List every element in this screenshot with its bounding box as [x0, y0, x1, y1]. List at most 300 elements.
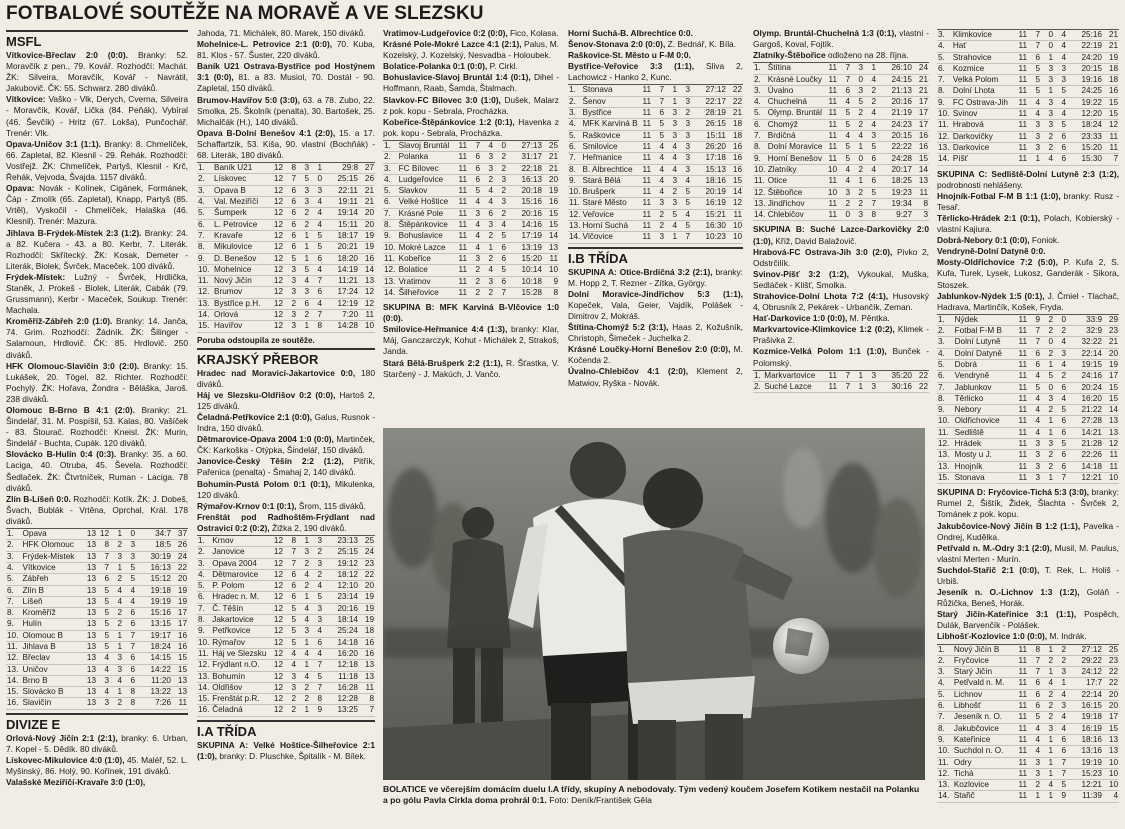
cell-played: 11	[1015, 30, 1028, 41]
table-row	[753, 97, 929, 108]
cell-team: Otice	[767, 176, 825, 187]
match-details: Hartoš 2, 125 diváků.	[197, 389, 375, 411]
cell-points: 19	[1103, 359, 1119, 370]
cell-rank: 4.	[383, 174, 398, 185]
table-row	[197, 558, 375, 569]
cell-draws: 1	[297, 253, 310, 264]
cell-played: 11	[825, 97, 838, 108]
match-result: Baník U21 Ostrava-Bystřice pod Hostýnem 3:1 (0:0),	[197, 61, 375, 83]
cell-wins: 4	[1028, 405, 1041, 416]
cell-losses: 4	[1054, 97, 1067, 108]
match-photo	[383, 428, 925, 780]
result-paragraph	[197, 412, 375, 434]
table-row	[937, 644, 1119, 655]
result-paragraph	[568, 366, 743, 388]
cell-rank: 13.	[197, 298, 213, 309]
result-paragraph	[937, 565, 1119, 587]
cell-losses: 8	[310, 321, 323, 332]
match-details: 45. Maléř, 52. L. Myšinský, 86. Holý, 90. Kořínek, 191 diváků.	[6, 754, 188, 777]
table-row	[197, 603, 375, 614]
cell-score: 19:12	[323, 558, 359, 569]
cell-points: 13	[543, 242, 559, 253]
cell-draws: 4	[665, 153, 678, 164]
cell-score: 15:21	[691, 209, 727, 220]
table-row	[937, 416, 1119, 427]
table-row	[197, 185, 375, 196]
cell-wins: 8	[1028, 644, 1041, 655]
cell-draws: 1	[1041, 746, 1054, 757]
table-row	[568, 153, 743, 164]
cell-rank: 8.	[383, 220, 398, 231]
cell-losses: 3	[678, 164, 691, 175]
cell-draws: 2	[297, 309, 310, 320]
cell-points: 16	[727, 164, 743, 175]
cell-points: 21	[1103, 337, 1119, 348]
cell-losses: 2	[310, 569, 323, 580]
cell-points: 12	[359, 298, 375, 309]
cell-score: 19:18	[1067, 712, 1103, 723]
cell-team: Břeclav	[22, 653, 84, 664]
cell-draws: 3	[297, 197, 310, 208]
cell-losses: 4	[123, 596, 136, 607]
cell-played: 11	[455, 140, 468, 151]
cell-team: Kozlovice	[953, 780, 1015, 791]
cell-losses: 5	[678, 221, 691, 232]
cell-rank: 2.	[937, 326, 954, 337]
match-details: Šrom, 115 diváků.	[296, 500, 366, 511]
cell-rank: 5.	[568, 130, 581, 141]
table-row	[937, 701, 1119, 712]
cell-score: 20:15	[877, 131, 913, 142]
cell-wins: 4	[838, 131, 851, 142]
cell-draws: 1	[1041, 757, 1054, 768]
cell-wins: 4	[284, 660, 297, 671]
cell-score: 17:18	[691, 153, 727, 164]
cell-played: 11	[825, 74, 838, 85]
match-result: Jeseník n. O.-Lichnov 1:3 (1:2),	[937, 587, 1080, 598]
table-row	[753, 153, 929, 164]
cell-points: 12	[1103, 439, 1119, 450]
cell-points: 27	[359, 163, 375, 174]
cell-rank: 6.	[197, 219, 213, 230]
cell-team: Veřovice	[581, 209, 639, 220]
cell-rank: 4.	[568, 119, 581, 130]
cell-team: Janovice	[211, 547, 271, 558]
table-row	[937, 472, 1119, 483]
cell-played: 11	[1015, 667, 1028, 678]
cell-points: 7	[1103, 154, 1119, 165]
cell-losses: 6	[1054, 427, 1067, 438]
cell-losses: 6	[1054, 416, 1067, 427]
cell-points: 18	[727, 119, 743, 130]
cell-draws: 3	[851, 210, 864, 221]
cell-team: Hnojník	[954, 461, 1015, 472]
table-row	[6, 562, 188, 573]
cell-score: 22:19	[1067, 41, 1103, 52]
cell-team: MFK Karviná B	[582, 119, 638, 129]
result-paragraph	[383, 302, 559, 324]
cell-points: 13	[1103, 734, 1119, 745]
cell-wins: 7	[652, 96, 665, 107]
ia-b-results	[383, 302, 559, 380]
table-row	[937, 667, 1119, 678]
football-players-photo	[383, 428, 925, 780]
cell-rank: 11.	[937, 427, 954, 438]
match-details: Galus, Rusnok - Indra, 150 diváků.	[197, 411, 375, 434]
table-row	[937, 689, 1119, 700]
cell-losses: 7	[494, 287, 507, 298]
cell-played: 11	[825, 210, 838, 221]
table-row	[6, 675, 188, 686]
cell-points: 17	[913, 108, 929, 119]
result-paragraph	[6, 272, 188, 316]
cell-team: Suchdol n. O.	[953, 746, 1015, 757]
cell-rank: 11.	[937, 757, 953, 768]
cell-rank: 3.	[937, 667, 953, 678]
cell-team: Petřkovice	[211, 626, 271, 637]
cell-draws: 4	[297, 603, 310, 614]
cell-draws: 2	[1041, 405, 1054, 416]
cell-score: 24:20	[1067, 52, 1103, 63]
cell-wins: 4	[1028, 734, 1041, 745]
cell-team: Zlatníky	[767, 164, 825, 175]
match-result: Lískovec-Mikulovice 4:0 (1:0),	[6, 754, 125, 765]
table-row	[6, 630, 188, 641]
cell-points: 15	[1103, 382, 1119, 393]
table-row	[568, 141, 743, 152]
cell-draws: 1	[110, 687, 123, 698]
table-row	[197, 264, 375, 275]
cell-wins: 6	[284, 569, 297, 580]
cell-team: HFK Olomouc	[22, 540, 84, 551]
match-details: M. Pěntka.	[847, 313, 890, 324]
match-result: Hať-Darkovice 1:0 (0:0),	[753, 313, 848, 324]
cell-score: 22:11	[323, 185, 359, 196]
match-details: branky: D. Pluschke, Špitalík - M. Bílek.	[217, 750, 366, 761]
cell-draws: 2	[851, 187, 864, 198]
match-result: SKUPINA B: MFK Karviná B-Vlčovice 1:0 (0:0).	[383, 302, 559, 324]
cell-wins: 7	[1028, 655, 1041, 666]
cell-played: 11	[1015, 41, 1028, 52]
cell-wins: 5	[1028, 382, 1041, 393]
cell-draws: 4	[665, 221, 678, 232]
match-details: T. Rek, L. Holiš - Urbiš.	[937, 564, 1119, 586]
cell-team: Staré Město	[581, 198, 639, 209]
cell-wins: 4	[652, 141, 665, 152]
cell-losses: 5	[123, 562, 136, 573]
match-details: 15. a 17. Schaffartzik, 53. Kiša, 90. vlastní (Bochňák) - 68. Literák, 180 diváků.	[197, 127, 375, 161]
cell-played: 13	[84, 551, 97, 562]
cell-wins: 5	[1028, 75, 1041, 86]
cell-points: 11	[359, 309, 375, 320]
cell-rank: 14.	[937, 154, 952, 165]
cell-played: 11	[455, 253, 468, 264]
cell-losses: 6	[123, 664, 136, 675]
match-details: branky: Rumel 2, Šištík, Židek, Šlachta - Švrček 2, Tománek z pok. kopu.	[937, 487, 1119, 520]
cell-draws: 3	[481, 220, 494, 231]
divize-standings-table	[197, 162, 375, 332]
cell-team: Strahovice	[952, 52, 1015, 63]
cell-wins: 3	[1028, 439, 1041, 450]
cell-losses: 2	[1054, 371, 1067, 382]
table-row	[197, 569, 375, 580]
cell-rank: 4.	[937, 348, 954, 359]
cell-wins: 0	[838, 210, 851, 221]
cell-score: 10:14	[507, 265, 543, 276]
cell-played: 11	[1015, 689, 1028, 700]
match-result: Rýmařov-Krnov 0:1 (0:1),	[197, 500, 297, 511]
cell-losses: 3	[123, 551, 136, 562]
cell-losses: 4	[494, 220, 507, 231]
cell-losses: 4	[310, 581, 323, 592]
cell-score: 29:8	[323, 163, 359, 174]
cell-points: 12	[727, 198, 743, 209]
table-row	[197, 648, 375, 659]
cell-draws: 1	[297, 660, 310, 671]
cell-score: 24:25	[1067, 86, 1103, 97]
result-paragraph	[383, 117, 559, 139]
cell-wins: 7	[838, 370, 851, 381]
result-paragraph	[568, 50, 743, 61]
cell-team: Mikulovice	[213, 242, 271, 253]
ib-b-standings-table-continued	[937, 29, 1119, 166]
cell-wins: 2	[1028, 780, 1041, 791]
table-row	[937, 109, 1119, 120]
cell-losses: 4	[864, 164, 877, 175]
cell-points: 17	[1103, 371, 1119, 382]
cell-rank: 6.	[568, 141, 581, 152]
cell-draws: 0	[851, 153, 864, 164]
cell-wins: 5	[97, 596, 110, 607]
match-result: SKUPINA C: Sedliště-Dolní Lutyně 2:3 (1:2),	[937, 168, 1119, 179]
cell-wins: 7	[284, 547, 297, 558]
table-row	[753, 176, 929, 187]
match-result: Petřvald n. M.-Odry 3:1 (2:0),	[937, 542, 1052, 553]
divize-results-continued	[197, 28, 375, 161]
match-details: Novák - Kolínek, Cigánek, Formánek, Čáp - Zmolík (65. Zapletal), Knapp, Partyš (85. Vrtěl), Vyskočil - Chmelíček, Halaška (46. Klesnil). Trenér: Mazura.	[6, 183, 188, 227]
match-details: Žižka 2, 190 diváků.	[269, 522, 347, 533]
cell-team: Petřvald n. M.	[953, 678, 1015, 689]
cell-rank: 11.	[6, 642, 22, 653]
cell-losses: 3	[1054, 63, 1067, 74]
cell-points: 16	[727, 141, 743, 152]
result-paragraph	[937, 235, 1119, 246]
cell-wins: 4	[97, 664, 110, 675]
cell-points: 10	[1103, 768, 1119, 779]
match-result: Kobeřice-Štěpánkovice 1:2 (0:1),	[383, 116, 515, 127]
cell-draws: 4	[297, 276, 310, 287]
cell-losses: 2	[678, 108, 691, 119]
cell-points: 10	[359, 321, 375, 332]
table-row	[6, 642, 188, 653]
cell-team: Jihlava B	[22, 642, 84, 653]
table-row	[197, 276, 375, 287]
table-row	[937, 712, 1119, 723]
cell-points: 13	[913, 176, 929, 187]
cell-played: 11	[1015, 142, 1028, 153]
cell-points: 23	[1103, 326, 1119, 337]
column-ia-skupina-b	[568, 28, 743, 426]
cell-rank: 2.	[753, 74, 767, 85]
cell-rank: 7.	[6, 596, 22, 607]
match-result: Dětmarovice-Opava 2004 1:0 (0:0),	[197, 434, 334, 445]
cell-draws: 3	[1041, 97, 1054, 108]
cell-played: 11	[639, 232, 652, 243]
cell-points: 22	[727, 85, 743, 96]
cell-score: 21:13	[877, 85, 913, 96]
cell-played: 10	[825, 164, 838, 175]
table-row	[937, 75, 1119, 86]
cell-score: 18:24	[1067, 120, 1103, 131]
cell-rank: 16.	[198, 705, 210, 715]
cell-rank: 13.	[937, 450, 954, 461]
cell-score: 13:25	[323, 705, 359, 716]
cell-team: Olymp. Bruntál	[767, 108, 825, 119]
cell-score: 26:20	[691, 141, 727, 152]
cell-played: 12	[271, 219, 284, 230]
cell-played: 11	[825, 142, 838, 153]
cell-rank: 6.	[6, 585, 22, 596]
cell-points: 16	[543, 197, 559, 208]
ia-b-results-continued	[568, 28, 743, 83]
cell-played: 11	[825, 85, 838, 96]
cell-losses: 3	[494, 197, 507, 208]
table-row	[937, 41, 1119, 52]
cell-points: 19	[1103, 52, 1119, 63]
cell-team: Fryčovice	[953, 655, 1015, 666]
result-paragraph	[197, 512, 375, 534]
cell-score: 20:19	[691, 187, 727, 198]
result-paragraph	[937, 487, 1119, 520]
cell-points: 19	[359, 592, 375, 603]
cell-draws: 4	[297, 615, 310, 626]
table-row	[383, 163, 559, 174]
cell-score: 22:14	[1067, 348, 1103, 359]
table-row	[383, 276, 559, 287]
match-result: Olymp. Bruntál-Chuchelná 1:3 (0:1),	[753, 28, 897, 38]
result-paragraph	[6, 228, 188, 272]
cell-losses: 4	[864, 108, 877, 119]
cell-losses: 3	[678, 130, 691, 141]
result-paragraph	[383, 39, 559, 61]
result-paragraph	[937, 587, 1119, 609]
cell-points: 20	[359, 581, 375, 592]
cell-losses: 4	[678, 209, 691, 220]
cell-team: Smilovice	[581, 141, 639, 152]
cell-losses: 3	[494, 174, 507, 185]
cell-losses: 5	[494, 231, 507, 242]
cell-played: 13	[84, 529, 97, 540]
cell-draws: 1	[297, 637, 310, 648]
cell-score: 20:18	[507, 186, 543, 197]
cell-score: 16:30	[691, 221, 727, 232]
cell-draws: 2	[481, 231, 494, 242]
cell-wins: 6	[284, 230, 297, 241]
cell-score: 12:21	[1067, 780, 1103, 791]
cell-draws: 2	[297, 581, 310, 592]
cell-rank: 11.	[569, 198, 580, 208]
cell-rank: 9.	[197, 626, 211, 637]
cell-losses: 7	[123, 642, 136, 653]
result-paragraph	[568, 267, 743, 289]
cell-score: 18:14	[323, 615, 359, 626]
cell-team: B. Albrechtice	[581, 164, 639, 175]
cell-score: 19:19	[136, 596, 172, 607]
cell-team: Vratimov	[398, 276, 455, 287]
match-result: Opava-Uničov 3:1 (1:1).	[6, 138, 101, 149]
match-details: vlastní - Gargoš, Koval, Fojtík.	[753, 28, 929, 50]
cell-score: 7:26	[136, 698, 172, 709]
table-row	[937, 382, 1119, 393]
cell-rank: 10.	[937, 746, 953, 757]
cell-points: 3	[913, 210, 929, 221]
cell-losses: 8	[864, 210, 877, 221]
cell-draws: 4	[297, 648, 310, 659]
cell-played: 11	[825, 108, 838, 119]
cell-losses: 7	[310, 276, 323, 287]
table-row	[383, 220, 559, 231]
cell-rank: 8.	[197, 242, 213, 253]
cell-score: 25:24	[323, 626, 359, 637]
result-paragraph	[937, 291, 1119, 313]
cell-wins: 7	[652, 85, 665, 96]
table-row	[383, 152, 559, 163]
cell-team: Libhošť	[953, 701, 1015, 712]
cell-losses: 2	[1054, 644, 1067, 655]
cell-points: 13	[359, 660, 375, 671]
cell-wins: 4	[468, 220, 481, 231]
match-details: Kopeček, Vala, Geier, Vajdík, Polášek - Dimitrov 2, Mokráš.	[568, 299, 743, 321]
table-row	[197, 230, 375, 241]
cell-losses: 2	[864, 97, 877, 108]
cell-team: Jindřichov	[767, 198, 825, 209]
cell-score: 23:13	[323, 535, 359, 546]
cell-score: 15:16	[507, 197, 543, 208]
table-row	[568, 164, 743, 175]
cell-losses: 5	[864, 142, 877, 153]
ib-c-standings-table	[937, 314, 1119, 484]
table-row	[6, 608, 188, 619]
match-result: Frenštát pod Radhoštěm-Frýdlant nad Ostravicí 0:2 (0:2),	[197, 511, 375, 533]
cell-losses: 4	[123, 585, 136, 596]
cell-score: 22:26	[1067, 450, 1103, 461]
cell-draws: 1	[1041, 734, 1054, 745]
cell-draws: 1	[297, 230, 310, 241]
cell-wins: 6	[1028, 52, 1041, 63]
cell-wins: 3	[1028, 131, 1041, 142]
cell-wins: 5	[97, 608, 110, 619]
cell-points: 13	[172, 687, 188, 698]
table-row	[197, 694, 375, 705]
cell-score: 16:15	[1067, 701, 1103, 712]
cell-rank: 8.	[568, 164, 581, 175]
cell-team: Frýdek-Místek	[22, 551, 84, 562]
cell-points: 11	[1103, 450, 1119, 461]
cell-rank: 1.	[197, 535, 211, 546]
cell-losses: 0	[494, 140, 507, 151]
cell-draws: 2	[851, 198, 864, 209]
cell-played: 11	[455, 287, 468, 298]
cell-losses: 4	[864, 119, 877, 130]
table-row	[197, 298, 375, 309]
cell-team: Ludgeřovice	[398, 174, 455, 185]
match-result: Zlín B-Líšeň 0:0.	[6, 493, 71, 504]
cell-rank: 9.	[6, 619, 22, 630]
cell-score: 13:22	[136, 687, 172, 698]
cell-wins: 2	[468, 276, 481, 287]
cell-losses: 7	[864, 198, 877, 209]
cell-score: 14:21	[1067, 427, 1103, 438]
